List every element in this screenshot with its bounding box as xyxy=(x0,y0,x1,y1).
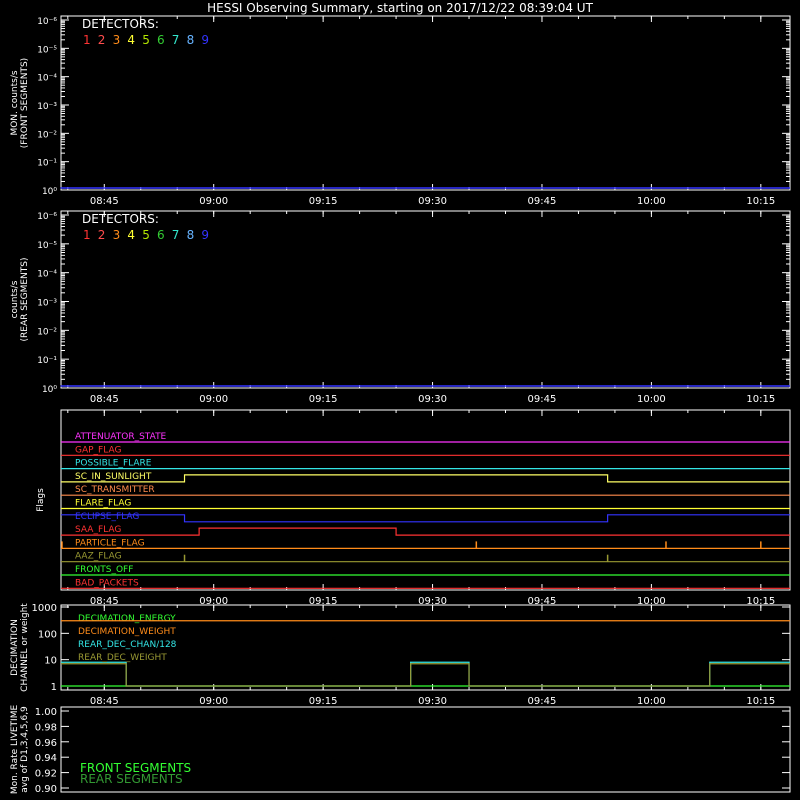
x-tick-label: 09:45 xyxy=(527,696,557,707)
x-tick-label: 09:15 xyxy=(308,596,338,607)
x-tick-label: 09:30 xyxy=(418,394,447,405)
flag-label-particle_flag: PARTICLE_FLAG xyxy=(75,538,145,549)
y-tick-label: 10⁻¹ xyxy=(37,356,57,367)
front-y-axis-label-line: (FRONT SEGMENTS) xyxy=(20,57,30,149)
x-tick-label: 08:45 xyxy=(89,196,119,207)
flag-line-sc_in_sunlight xyxy=(61,475,790,482)
y-tick-label: 1.00 xyxy=(34,707,57,718)
legend-detector-1: 1 xyxy=(83,33,91,47)
x-tick-label: 10:15 xyxy=(746,696,776,707)
rear-y-axis-label xyxy=(10,257,30,341)
x-tick-label: 09:15 xyxy=(308,196,338,207)
livetime-y-axis-label xyxy=(10,705,30,795)
x-tick-label: 10:00 xyxy=(636,394,666,405)
legend-detector-8: 8 xyxy=(186,33,195,47)
legend-detector-9: 9 xyxy=(201,33,210,47)
flag-label-flare_flag: FLARE_FLAG xyxy=(75,498,132,509)
flag-label-possible_flare: POSSIBLE_FLARE xyxy=(75,458,152,469)
legend-detector-8: 8 xyxy=(186,228,195,242)
series-label-decimation-weight: DECIMATION_WEIGHT xyxy=(78,627,176,637)
y-tick-label: 10⁰ xyxy=(41,187,57,197)
legend-detector-4: 4 xyxy=(127,33,136,47)
flag-label-aaz_flag: AAZ_FLAG xyxy=(75,551,122,562)
x-tick-label: 09:30 xyxy=(418,696,447,707)
y-tick-label: 10⁻⁵ xyxy=(37,45,57,56)
y-tick-label: 10⁻³ xyxy=(37,102,57,112)
x-tick-label: 09:45 xyxy=(527,596,557,607)
x-tick-label: 10:00 xyxy=(636,696,666,707)
rear-y-axis-label-line: (REAR SEGMENTS) xyxy=(20,257,30,342)
legend-detector-3: 3 xyxy=(112,33,121,47)
y-tick-label: 10⁻² xyxy=(37,327,57,338)
livetime-y-axis-label-line: Mon. Rate LIVETIME xyxy=(10,704,20,795)
flag-line-eclipse_flag xyxy=(61,515,790,522)
legend-detector-6: 6 xyxy=(157,228,165,242)
x-tick-label: 08:45 xyxy=(89,596,119,607)
decimation-y-axis-label xyxy=(10,603,30,692)
y-tick-label: 1 xyxy=(50,682,57,693)
x-tick-label: 09:15 xyxy=(308,394,338,405)
flag-label-bad_packets: BAD_PACKETS xyxy=(75,578,139,589)
flags-y-axis-label-line: Flags xyxy=(36,488,46,512)
rear-y-axis-label-line: counts/s xyxy=(10,280,20,319)
front-y-axis-label xyxy=(10,58,30,148)
flag-label-gap_flag: GAP_FLAG xyxy=(75,445,122,456)
y-tick-label: 0.92 xyxy=(34,768,57,780)
y-tick-label: 10⁻⁶ xyxy=(37,212,57,222)
x-tick-label: 10:15 xyxy=(746,394,776,405)
x-tick-label: 09:00 xyxy=(199,394,229,405)
x-tick-label: 09:00 xyxy=(199,696,229,707)
decimation-y-axis-label-line: DECIMATION xyxy=(10,619,20,676)
flags-plot-frame xyxy=(61,410,790,590)
y-tick-label: 10⁻⁵ xyxy=(37,240,57,251)
series-line-rear-dec-weight xyxy=(61,664,790,686)
y-tick-label: 10⁻³ xyxy=(37,298,57,309)
x-tick-label: 09:45 xyxy=(527,196,557,207)
x-tick-label: 09:00 xyxy=(199,596,229,607)
x-tick-label: 09:00 xyxy=(199,196,229,207)
series-label-rear-dec-weight: REAR_DEC_WEIGHT xyxy=(78,653,167,663)
x-tick-label: 10:15 xyxy=(746,196,776,207)
flag-label-sc_in_sunlight: SC_IN_SUNLIGHT xyxy=(75,471,152,482)
flag-label-eclipse_flag: ECLIPSE_FLAG xyxy=(75,511,140,522)
rear-plot-frame xyxy=(61,211,790,388)
legend-title: DETECTORS: xyxy=(82,212,159,226)
x-tick-label: 09:30 xyxy=(418,196,447,207)
livetime-y-axis-label-line: avg of D1,3,4,5,6,9 xyxy=(20,706,30,793)
x-tick-label: 09:15 xyxy=(308,696,338,707)
flag-label-sc_transmitter: SC_TRANSMITTER xyxy=(75,485,155,496)
series-label-decimation-energy: DECIMATION_ENERGY xyxy=(78,614,176,624)
x-tick-label: 10:00 xyxy=(636,596,666,607)
y-tick-label: 0.98 xyxy=(34,722,57,734)
y-tick-label: 1000 xyxy=(31,603,57,614)
legend-detector-2: 2 xyxy=(97,228,106,242)
y-tick-label: 0.94 xyxy=(34,753,57,765)
chart-title: HESSI Observing Summary, starting on 2017/12/22 08:39:04 UT xyxy=(207,1,593,15)
legend-title: DETECTORS: xyxy=(82,17,159,31)
y-tick-label: 10⁻² xyxy=(37,130,57,141)
legend-detector-1: 1 xyxy=(83,228,91,242)
y-tick-label: 10⁻¹ xyxy=(37,158,57,169)
front-y-axis-label-line: MON. counts/s xyxy=(10,70,20,136)
legend-detector-9: 9 xyxy=(201,228,210,242)
series-line-rear-dec-chan-128 xyxy=(61,662,790,686)
legend-detector-7: 7 xyxy=(171,33,180,47)
x-tick-label: 08:45 xyxy=(89,696,119,707)
legend-detector-6: 6 xyxy=(157,33,165,47)
y-tick-label: 10⁻⁴ xyxy=(37,269,57,280)
x-tick-label: 09:30 xyxy=(418,596,447,607)
legend-detector-3: 3 xyxy=(112,228,121,242)
y-tick-label: 10 xyxy=(44,655,57,667)
legend-detector-4: 4 xyxy=(127,228,136,242)
y-tick-label: 0.96 xyxy=(34,737,57,749)
flag-line-saa_flag xyxy=(61,528,790,535)
legend-rear-segments: REAR SEGMENTS xyxy=(80,772,183,786)
y-tick-label: 0.90 xyxy=(34,784,57,795)
y-tick-label: 10⁻⁴ xyxy=(37,73,57,84)
y-tick-label: 10⁰ xyxy=(41,385,57,395)
x-tick-label: 08:45 xyxy=(89,394,119,405)
x-tick-label: 10:15 xyxy=(746,596,776,607)
flag-label-saa_flag: SAA_FLAG xyxy=(75,525,122,536)
y-tick-label: 10⁻⁶ xyxy=(37,17,57,27)
legend-detector-7: 7 xyxy=(171,228,180,242)
y-tick-label: 100 xyxy=(37,629,57,641)
front-plot-frame xyxy=(61,16,790,190)
decimation-y-axis-label-line: CHANNEL or weight xyxy=(20,603,30,692)
flag-label-attenuator_state: ATTENUATOR_STATE xyxy=(75,432,167,442)
x-tick-label: 10:00 xyxy=(636,196,666,207)
flags-y-axis-label xyxy=(36,488,46,512)
series-label-rear-dec-chan-128: REAR_DEC_CHAN/128 xyxy=(78,640,177,650)
legend-detector-5: 5 xyxy=(142,33,150,47)
flag-label-fronts_off: FRONTS_OFF xyxy=(75,565,134,575)
x-tick-label: 09:45 xyxy=(527,394,557,405)
legend-detector-5: 5 xyxy=(142,228,150,242)
legend-front-segments: FRONT SEGMENTS xyxy=(80,761,192,775)
legend-detector-2: 2 xyxy=(97,33,106,47)
